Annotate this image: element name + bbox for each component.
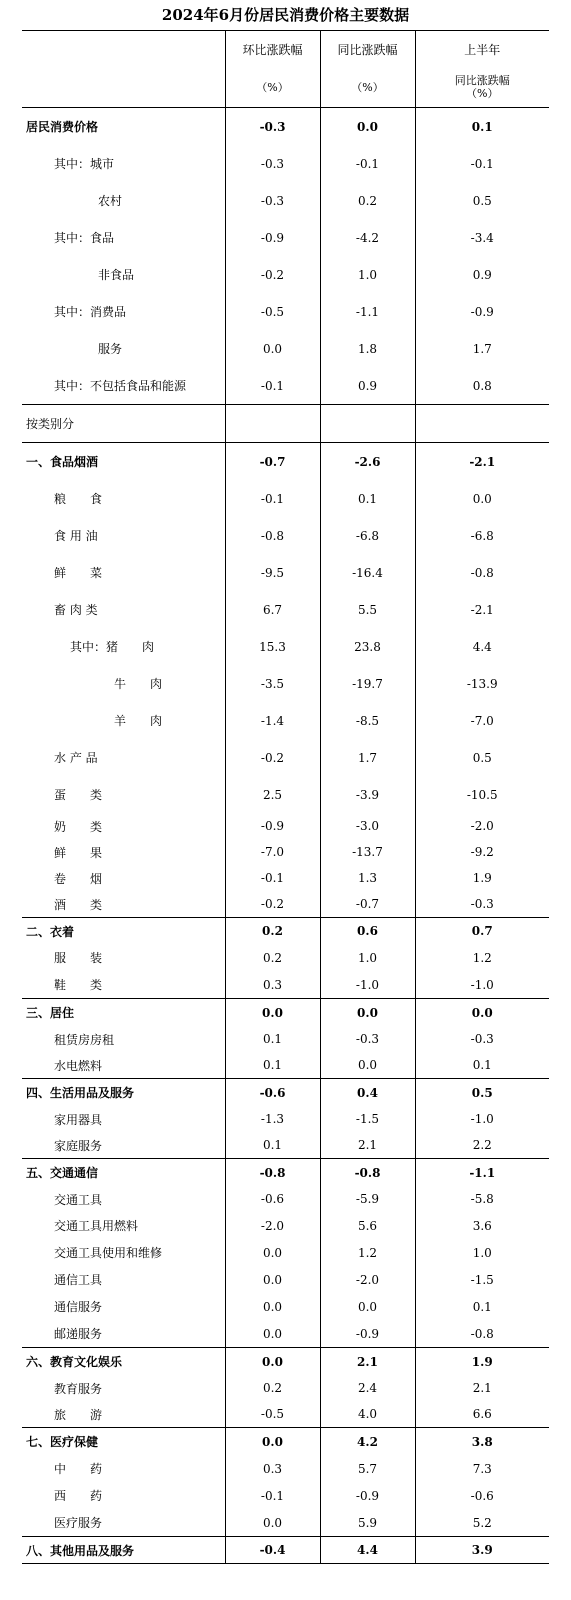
header-corner-2	[22, 67, 225, 108]
h1-yoy-value: 0.1	[415, 1293, 549, 1320]
yoy-value: 0.0	[320, 1293, 415, 1320]
mom-value: -0.3	[225, 108, 320, 146]
table-row	[22, 293, 549, 330]
yoy-value: 1.2	[320, 1239, 415, 1266]
yoy-value: 1.7	[320, 739, 415, 776]
row-label: 其中：城市	[54, 157, 115, 171]
yoy-value: 0.1	[320, 480, 415, 517]
yoy-value: -16.4	[320, 554, 415, 591]
row-label: 羊 肉	[114, 714, 163, 728]
header-h1-subtitle: 同比涨跌幅	[454, 74, 510, 87]
row-label: 酒 类	[22, 891, 225, 918]
yoy-value: -3.0	[320, 813, 415, 839]
row-label: 五、交通通信	[26, 1166, 99, 1180]
h1-yoy-value: -10.5	[415, 776, 549, 813]
h1-yoy-value: 0.5	[415, 1079, 549, 1107]
mom-value: 6.7	[225, 591, 320, 628]
row-label: 中 药	[54, 1462, 103, 1476]
h1-yoy-value: 1.9	[415, 865, 549, 891]
row-label: 教育服务	[54, 1381, 103, 1396]
h1-yoy-value: 6.6	[415, 1401, 549, 1428]
table-row	[22, 443, 549, 481]
h1-yoy-value: -0.9	[415, 293, 549, 330]
yoy-value: -4.2	[320, 219, 415, 256]
yoy-value: -0.3	[320, 1026, 415, 1052]
row-label: 二、衣着	[26, 924, 75, 939]
header-mom-unit: （%）	[225, 67, 320, 108]
mom-value: 0.2	[225, 944, 320, 971]
yoy-value: 0.2	[320, 182, 415, 219]
mom-value: -0.8	[225, 517, 320, 554]
yoy-value: 4.0	[320, 1401, 415, 1428]
row-label: 三、居住	[26, 1006, 75, 1020]
yoy-value: -5.9	[320, 1186, 415, 1212]
mom-value: 0.0	[225, 330, 320, 367]
row-label: 非食品	[98, 268, 135, 282]
h1-yoy-value: 2.1	[415, 1375, 549, 1401]
table-row	[22, 918, 549, 945]
mom-value: 0.0	[225, 1320, 320, 1348]
table-row	[22, 1159, 549, 1187]
header-yoy-unit: （%）	[320, 67, 415, 108]
h1-yoy-value: 0.5	[415, 182, 549, 219]
mom-value: -0.6	[225, 1186, 320, 1212]
row-label: 粮 食	[54, 492, 103, 506]
h1-yoy-value: 3.9	[415, 1537, 549, 1564]
table-row	[22, 330, 549, 367]
table-row	[22, 839, 549, 865]
row-label: 畜 肉 类	[54, 603, 98, 617]
mom-value: -0.1	[225, 480, 320, 517]
mom-value: 0.1	[225, 1052, 320, 1079]
h1-yoy-value: 3.6	[415, 1212, 549, 1239]
header-h1-unit	[415, 67, 549, 108]
yoy-value: 0.0	[320, 108, 415, 146]
table-body	[22, 108, 549, 1564]
mom-value: -2.0	[225, 1212, 320, 1239]
row-label: 四、生活用品及服务	[26, 1086, 135, 1100]
mom-value: -0.3	[225, 145, 320, 182]
table-row	[22, 702, 549, 739]
table-row	[22, 891, 549, 918]
row-label: 七、医疗保健	[26, 1435, 99, 1449]
header-row-1	[22, 31, 549, 68]
row-label: 邮递服务	[22, 1320, 225, 1348]
h1-yoy-value: -1.0	[415, 1106, 549, 1132]
yoy-value: 0.9	[320, 367, 415, 405]
mom-value: -0.1	[225, 1482, 320, 1509]
table-row	[22, 554, 549, 591]
mom-value: -0.8	[225, 1159, 320, 1187]
h1-yoy-value: -2.0	[415, 813, 549, 839]
row-label: 通信服务	[54, 1300, 103, 1314]
row-label: 水电燃料	[22, 1052, 225, 1079]
mom-value: 0.0	[225, 1509, 320, 1537]
row-label: 家用器具	[54, 1112, 103, 1127]
yoy-value: 0.0	[320, 999, 415, 1027]
table-row	[22, 1537, 549, 1564]
row-label: 西 药	[54, 1489, 103, 1503]
h1-yoy-value	[415, 405, 549, 443]
table-row	[22, 256, 549, 293]
yoy-value: 5.7	[320, 1455, 415, 1482]
yoy-value: -8.5	[320, 702, 415, 739]
table-row	[22, 219, 549, 256]
row-label: 食 用 油	[54, 529, 98, 543]
yoy-value: -1.5	[320, 1106, 415, 1132]
row-label: 牛 肉	[114, 677, 163, 691]
table-row	[22, 1079, 549, 1107]
row-label: 租赁房房租	[54, 1032, 115, 1047]
h1-yoy-value: 0.7	[415, 918, 549, 945]
row-label: 奶 类	[54, 819, 103, 834]
h1-yoy-value: -0.8	[415, 1320, 549, 1348]
mom-value: -0.4	[225, 1537, 320, 1564]
row-label: 其中：猪 肉	[70, 640, 155, 654]
mom-value: 0.0	[225, 999, 320, 1027]
table-row	[22, 628, 549, 665]
h1-yoy-value: -1.1	[415, 1159, 549, 1187]
mom-value: 0.0	[225, 1348, 320, 1376]
row-label: 蛋 类	[54, 788, 103, 802]
mom-value: -1.3	[225, 1106, 320, 1132]
mom-value: -0.5	[225, 293, 320, 330]
table-row	[22, 865, 549, 891]
header-corner	[22, 31, 225, 68]
mom-value: -0.9	[225, 219, 320, 256]
yoy-value: 0.6	[320, 918, 415, 945]
mom-value: -0.2	[225, 739, 320, 776]
yoy-value: -3.9	[320, 776, 415, 813]
row-label: 交通工具使用和维修	[54, 1246, 163, 1260]
row-label: 医疗服务	[22, 1509, 225, 1537]
table-row	[22, 1482, 549, 1509]
h1-yoy-value: -9.2	[415, 839, 549, 865]
h1-yoy-value: 1.2	[415, 944, 549, 971]
table-row	[22, 108, 549, 146]
table-row	[22, 1320, 549, 1348]
h1-yoy-value: 3.8	[415, 1428, 549, 1456]
yoy-value: -2.0	[320, 1266, 415, 1293]
yoy-value: 4.4	[320, 1537, 415, 1564]
row-label: 农村	[98, 194, 123, 208]
mom-value: 0.0	[225, 1428, 320, 1456]
table-row	[22, 776, 549, 813]
yoy-value: -1.0	[320, 971, 415, 999]
mom-value: -0.1	[225, 367, 320, 405]
mom-value	[225, 405, 320, 443]
h1-yoy-value: 0.0	[415, 999, 549, 1027]
yoy-value: 2.1	[320, 1348, 415, 1376]
row-label: 旅 游	[22, 1401, 225, 1428]
row-label: 卷 烟	[54, 871, 103, 886]
mom-value: -0.5	[225, 1401, 320, 1428]
h1-yoy-value: 2.2	[415, 1132, 549, 1159]
header-yoy: 同比涨跌幅	[320, 31, 415, 68]
table-row	[22, 1106, 549, 1132]
h1-yoy-value: -0.3	[415, 1026, 549, 1052]
table-row	[22, 813, 549, 839]
h1-yoy-value: 0.9	[415, 256, 549, 293]
mom-value: 2.5	[225, 776, 320, 813]
h1-yoy-value: -0.6	[415, 1482, 549, 1509]
yoy-value: 5.6	[320, 1212, 415, 1239]
table-row	[22, 1266, 549, 1293]
table-row	[22, 517, 549, 554]
yoy-value: 1.0	[320, 256, 415, 293]
table-row	[22, 944, 549, 971]
yoy-value: -0.9	[320, 1482, 415, 1509]
table-row	[22, 367, 549, 405]
mom-value: 0.0	[225, 1266, 320, 1293]
h1-yoy-value: -7.0	[415, 702, 549, 739]
mom-value: 0.3	[225, 1455, 320, 1482]
h1-yoy-value: 5.2	[415, 1509, 549, 1537]
row-label: 八、其他用品及服务	[22, 1537, 225, 1564]
row-label: 其中：消费品	[54, 305, 127, 319]
yoy-value: 2.4	[320, 1375, 415, 1401]
yoy-value: 1.3	[320, 865, 415, 891]
table-row	[22, 1455, 549, 1482]
table-row	[22, 739, 549, 776]
table-row	[22, 1348, 549, 1376]
header-h1: 上半年	[415, 31, 549, 68]
yoy-value: -0.9	[320, 1320, 415, 1348]
mom-value: 0.1	[225, 1132, 320, 1159]
table-row	[22, 591, 549, 628]
yoy-value: 5.9	[320, 1509, 415, 1537]
row-label: 一、食品烟酒	[26, 455, 99, 469]
row-label: 其中：食品	[54, 231, 115, 245]
h1-yoy-value: -6.8	[415, 517, 549, 554]
h1-yoy-value: 0.8	[415, 367, 549, 405]
h1-yoy-value: 1.7	[415, 330, 549, 367]
mom-value: 15.3	[225, 628, 320, 665]
row-label: 居民消费价格	[26, 120, 99, 134]
table-row	[22, 999, 549, 1027]
row-label: 家庭服务	[22, 1132, 225, 1159]
row-label: 鞋 类	[22, 971, 225, 999]
table-row	[22, 1239, 549, 1266]
mom-value: -0.3	[225, 182, 320, 219]
row-label: 服务	[98, 342, 123, 356]
table-row	[22, 182, 549, 219]
h1-yoy-value: -0.8	[415, 554, 549, 591]
yoy-value: -2.6	[320, 443, 415, 481]
mom-value: -0.2	[225, 256, 320, 293]
row-label: 交通工具	[54, 1192, 103, 1207]
yoy-value	[320, 405, 415, 443]
h1-yoy-value: -0.3	[415, 891, 549, 918]
yoy-value: 23.8	[320, 628, 415, 665]
mom-value: 0.2	[225, 1375, 320, 1401]
yoy-value: -0.7	[320, 891, 415, 918]
mom-value: -0.9	[225, 813, 320, 839]
table-row	[22, 480, 549, 517]
h1-yoy-value: 4.4	[415, 628, 549, 665]
table-row	[22, 1375, 549, 1401]
yoy-value: 1.8	[320, 330, 415, 367]
table-title: 2024年6月份居民消费价格主要数据	[161, 6, 410, 24]
table-row	[22, 1212, 549, 1239]
table-row	[22, 1132, 549, 1159]
h1-yoy-value: 0.5	[415, 739, 549, 776]
table-row	[22, 971, 549, 999]
yoy-value: 0.4	[320, 1079, 415, 1107]
yoy-value: 5.5	[320, 591, 415, 628]
table-row	[22, 1509, 549, 1537]
table-row	[22, 145, 549, 182]
mom-value: -7.0	[225, 839, 320, 865]
header-h1-percent: （%）	[466, 87, 499, 100]
mom-value: 0.0	[225, 1293, 320, 1320]
row-label: 鲜 菜	[54, 566, 103, 580]
h1-yoy-value: 1.0	[415, 1239, 549, 1266]
row-label: 其中：不包括食品和能源	[22, 367, 225, 405]
h1-yoy-value: 7.3	[415, 1455, 549, 1482]
h1-yoy-value: 1.9	[415, 1348, 549, 1376]
row-label: 按类别分	[22, 405, 225, 443]
table-row	[22, 1401, 549, 1428]
cpi-table	[22, 30, 549, 1564]
h1-yoy-value: -5.8	[415, 1186, 549, 1212]
table-row	[22, 1052, 549, 1079]
header-row-2	[22, 67, 549, 108]
mom-value: -1.4	[225, 702, 320, 739]
yoy-value: 1.0	[320, 944, 415, 971]
table-row	[22, 1428, 549, 1456]
yoy-value: -6.8	[320, 517, 415, 554]
mom-value: 0.0	[225, 1239, 320, 1266]
mom-value: -9.5	[225, 554, 320, 591]
mom-value: -0.6	[225, 1079, 320, 1107]
h1-yoy-value: -0.1	[415, 145, 549, 182]
table-row	[22, 1293, 549, 1320]
h1-yoy-value: -1.0	[415, 971, 549, 999]
h1-yoy-value: -2.1	[415, 591, 549, 628]
mom-value: 0.3	[225, 971, 320, 999]
h1-yoy-value: 0.0	[415, 480, 549, 517]
row-label: 通信工具	[54, 1273, 103, 1287]
row-label: 服 装	[54, 951, 103, 965]
yoy-value: -1.1	[320, 293, 415, 330]
h1-yoy-value: -2.1	[415, 443, 549, 481]
row-label: 交通工具用燃料	[54, 1219, 139, 1233]
h1-yoy-value: -13.9	[415, 665, 549, 702]
yoy-value: 4.2	[320, 1428, 415, 1456]
row-label: 六、教育文化娱乐	[26, 1355, 123, 1369]
h1-yoy-value: 0.1	[415, 1052, 549, 1079]
table-row	[22, 1026, 549, 1052]
table-row	[22, 665, 549, 702]
mom-value: -0.7	[225, 443, 320, 481]
mom-value: -3.5	[225, 665, 320, 702]
yoy-value: -0.8	[320, 1159, 415, 1187]
mom-value: -0.1	[225, 865, 320, 891]
header-mom: 环比涨跌幅	[225, 31, 320, 68]
row-label: 水 产 品	[54, 751, 98, 765]
h1-yoy-value: -1.5	[415, 1266, 549, 1293]
table-row	[22, 1186, 549, 1212]
yoy-value: -13.7	[320, 839, 415, 865]
table-row	[22, 405, 549, 443]
mom-value: 0.2	[225, 918, 320, 945]
row-label: 鲜 果	[54, 845, 103, 860]
h1-yoy-value: 0.1	[415, 108, 549, 146]
yoy-value: -19.7	[320, 665, 415, 702]
mom-value: 0.1	[225, 1026, 320, 1052]
h1-yoy-value: -3.4	[415, 219, 549, 256]
yoy-value: 2.1	[320, 1132, 415, 1159]
yoy-value: 0.0	[320, 1052, 415, 1079]
yoy-value: -0.1	[320, 145, 415, 182]
mom-value: -0.2	[225, 891, 320, 918]
